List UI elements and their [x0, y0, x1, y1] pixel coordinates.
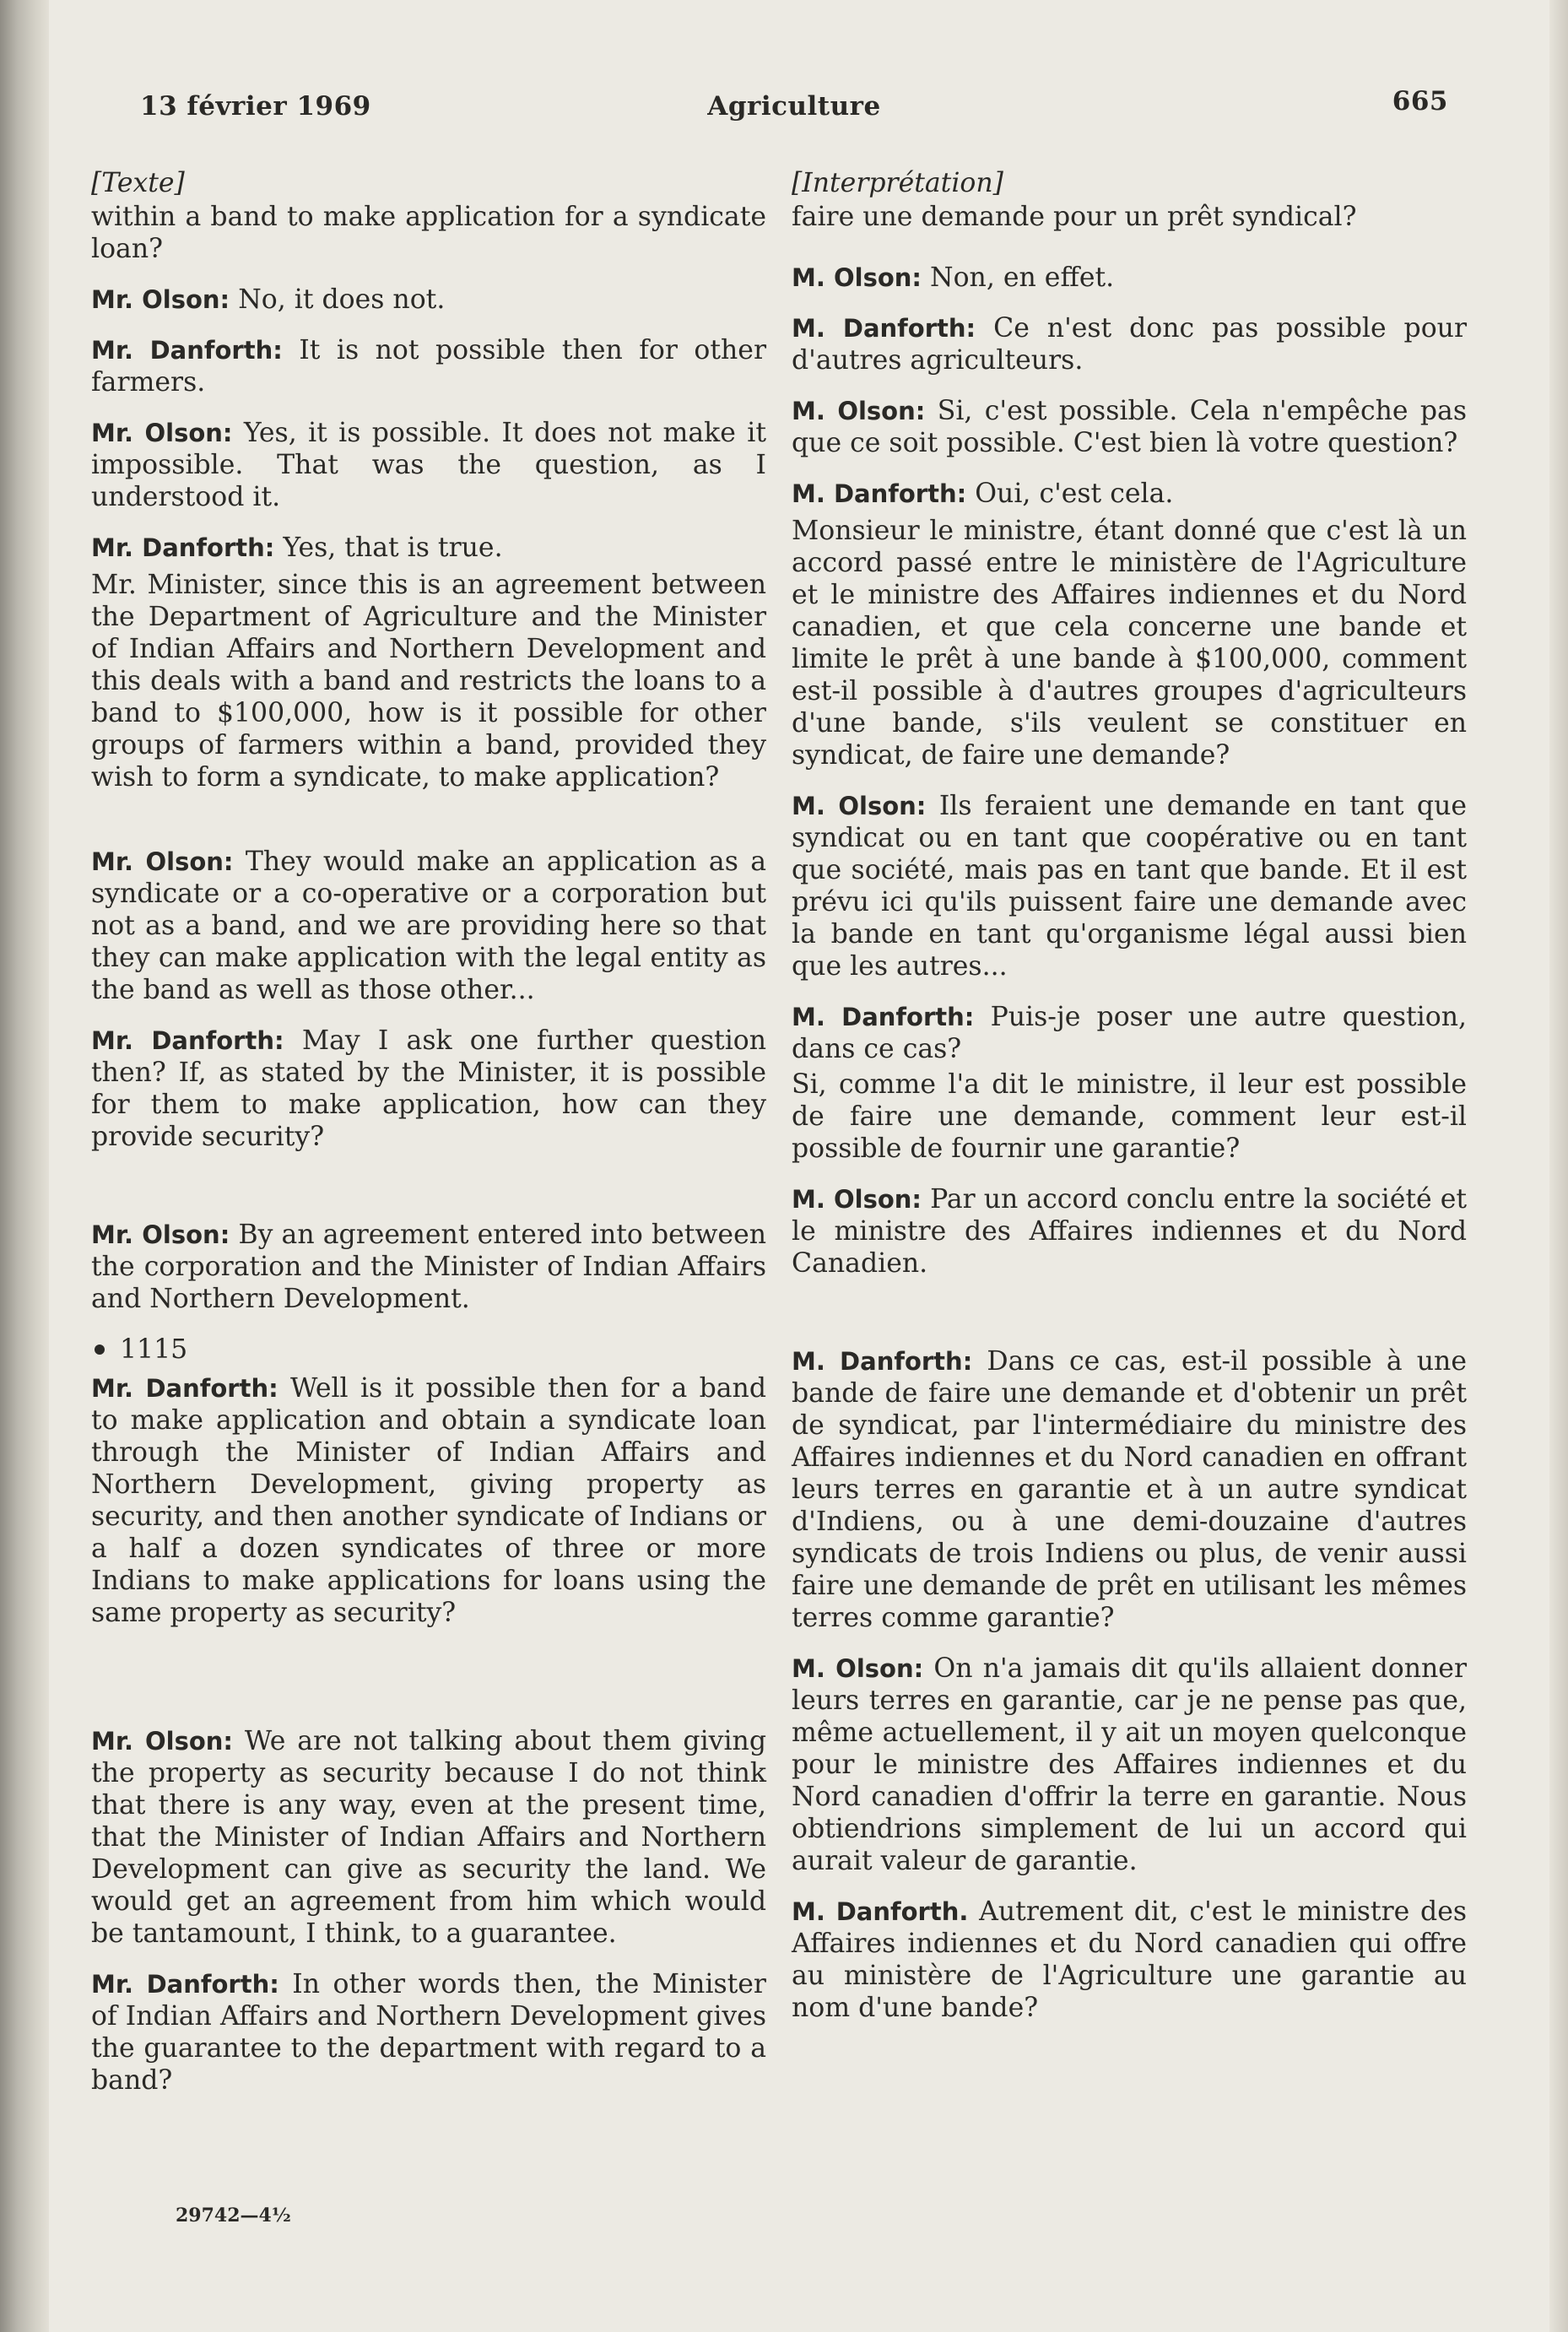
paragraph: M. Olson: On n'a jamais dit qu'ils allaient donner leurs terres en garantie, car je ne pense pas que, même actuellement, il y ait un moyen quelconque pour le ministre des Affaires indiennes et du Nord canadien d'offrir la terre en garantie. Nous obtiendrions simplement de lui un accord qui aurait valeur de garantie. [792, 1653, 1468, 1876]
paragraph: M. Olson: Par un accord conclu entre la société et le ministre des Affaires indiennes et du Nord Canadien. [792, 1184, 1467, 1279]
speaker: Mr. Danforth: [91, 533, 275, 562]
paragraph: Mr. Olson: By an agreement entered into between the corporation and the Minister of Indian Affairs and Northern Development. [91, 1220, 766, 1314]
speaker: M. Danforth: [792, 1003, 975, 1031]
time-marker: 1115 [91, 1334, 766, 1366]
paragraph: Mr. Danforth: Well is it possible then for a band to make application and obtain a syndicate loan through the Minister of Indian Affairs and Northern Development, giving property as security, and then another syndicate of Indians or a half a dozen syndicates of three or more Indians to make applications for loans using the same property as security? [91, 1373, 766, 1628]
paragraph: M. Danforth: Oui, c'est cela. [792, 479, 1174, 509]
paragraph: M. Olson: Si, c'est possible. Cela n'empêche pas que ce soit possible. C'est bien là votre question? [792, 396, 1467, 458]
paragraph: Mr. Danforth: It is not possible then for other farmers. [91, 335, 767, 398]
french-column [792, 167, 1467, 2043]
speaker: Mr. Olson: [91, 1220, 230, 1249]
paragraph: Monsieur le ministre, étant donné que c'est là un accord passé entre le ministère de l'Agriculture et le ministre des Affaires indiennes et du Nord canadien, et que cela concerne une bande et limite le prêt à une bande à $100,000, comment est-il possible à d'autres groupes d'agriculteurs d'une bande, s'ils veulent se constituer en syndicat, de faire une demande? [792, 516, 1467, 771]
paragraph: within a band to make application for a syndicate loan? [91, 202, 766, 264]
speaker: M. Danforth: [792, 314, 976, 343]
speaker: M. Danforth: [792, 479, 967, 508]
paragraph: Mr. Olson: Yes, it is possible. It does not make it impossible. That was the question, as I understood it. [91, 418, 766, 512]
paragraph: M. Danforth. Autrement dit, c'est le ministre des Affaires indiennes et du Nord canadien qui offre au ministère de l'Agriculture une garantie au nom d'une bande? [792, 1896, 1467, 2023]
paragraph: Mr. Danforth: Yes, that is true. [91, 533, 503, 563]
speaker: M. Danforth. [792, 1897, 969, 1926]
header-date: 13 février 1969 [140, 91, 371, 122]
speaker: M. Olson: [792, 1654, 924, 1683]
speaker: Mr. Olson: [91, 419, 233, 447]
paragraph: Si, comme l'a dit le ministre, il leur est possible de faire une demande, comment leur est-il possible de fournir une garantie? [792, 1069, 1467, 1164]
page-number: 665 [1392, 86, 1448, 116]
speaker: Mr. Olson: [91, 847, 234, 876]
paragraph: M. Danforth: Ce n'est donc pas possible pour d'autres agriculteurs. [792, 313, 1468, 376]
speaker: Mr. Danforth: [91, 336, 283, 365]
speaker: Mr. Olson: [91, 1727, 234, 1756]
paragraph: Mr. Danforth: In other words then, the Minister of Indian Affairs and Northern Development gives the guarantee to the department with regard to a band? [91, 1969, 766, 2096]
speaker: Mr. Danforth: [91, 1970, 279, 1999]
paragraph: Mr. Minister, since this is an agreement between the Department of Agriculture and the Minister of Indian Affairs and Northern Development and this deals with a band and restricts the loans to a band to $100,000, how is it possible for other groups of farmers within a band, provided they wish to form a syndicate, to make application? [91, 570, 766, 793]
column-label: [Interprétation] [792, 168, 1003, 198]
speaker: Mr. Olson: [91, 285, 230, 314]
page-edge [1549, 0, 1568, 2332]
paragraph: M. Olson: Ils feraient une demande en tant que syndicat ou en tant que coopérative ou en tant que société, mais pas en tant que bande. Et il est prévu ici qu'ils puissent faire une demande avec la bande en tant qu'organisme légal aussi bien que les autres... [792, 791, 1467, 982]
speaker: Mr. Danforth: [91, 1374, 278, 1403]
paragraph: M. Olson: Non, en effet. [792, 262, 1115, 293]
print-code: 29742—4½ [176, 2205, 291, 2226]
running-header [140, 86, 1448, 133]
paragraph: Mr. Olson: They would make an application as a syndicate or a co-operative or a corporation but not as a band, and we are providing here so that they can make application with the legal entity as the band as well as those other... [91, 847, 766, 1005]
paragraph: Mr. Olson: No, it does not. [91, 284, 446, 315]
paragraph: Mr. Olson: We are not talking about them giving the property as security because I do not think that there is any way, even at the present time, that the Minister of Indian Affairs and Northern Development can give as security the land. We would get an agreement from him which would be tantamount, I think, to a guarantee. [91, 1726, 766, 1949]
english-column [91, 167, 766, 2115]
speaker: Mr. Danforth: [91, 1026, 284, 1055]
speaker: M. Olson: [792, 263, 922, 292]
binding-gutter [0, 0, 49, 2332]
paragraph: M. Danforth: Dans ce cas, est-il possible à une bande de faire une demande et d'obtenir un prêt de syndicat, par l'intermédiaire du ministre des Affaires indiennes et du Nord canadien en offrant leurs terres en garantie et à un autre syndicat d'Indiens, ou à une demi-douzaine d'autres syndicats de trois Indiens ou plus, de venir aussi faire une demande de prêt en utilisant les mêmes terres comme garantie? [792, 1346, 1467, 1633]
header-title: Agriculture [707, 91, 881, 122]
paragraph: faire une demande pour un prêt syndical? [792, 202, 1357, 232]
speaker: M. Danforth: [792, 1347, 973, 1376]
bullet-icon [95, 1345, 105, 1355]
paragraph: Mr. Danforth: May I ask one further question then? If, as stated by the Minister, it is possible for them to make application, how can they provide security? [91, 1025, 767, 1152]
speaker: M. Olson: [792, 1185, 922, 1214]
column-label: [Texte] [91, 168, 185, 198]
speaker: M. Olson: [792, 792, 927, 820]
page [49, 0, 1549, 2332]
paragraph: M. Danforth: Puis-je poser une autre question, dans ce cas? [792, 1002, 1467, 1064]
speaker: M. Olson: [792, 397, 926, 425]
